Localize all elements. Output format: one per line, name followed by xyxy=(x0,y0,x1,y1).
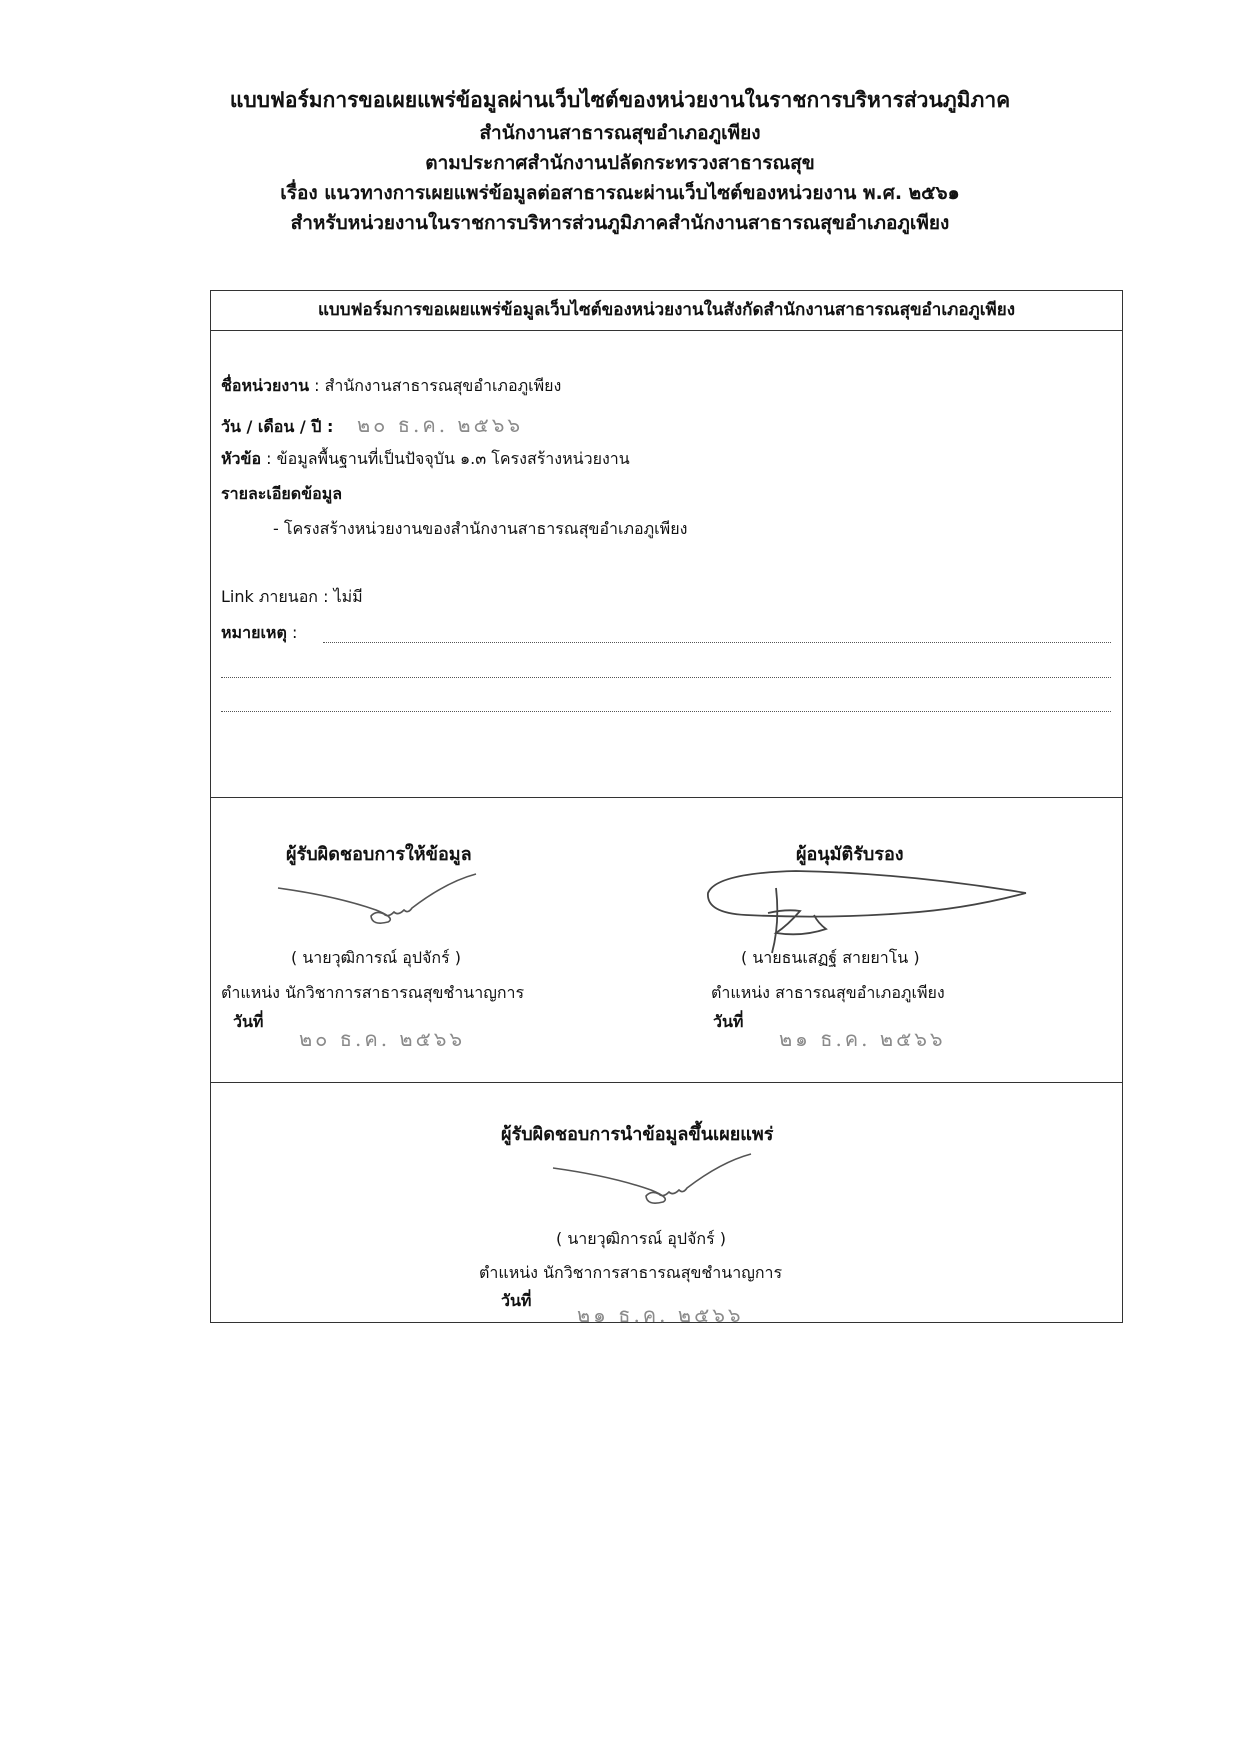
approver-date-label: วันที่ xyxy=(713,1012,744,1031)
approver-position: ตำแหน่ง สาธารณสุขอำเภอภูเพียง xyxy=(711,983,945,1002)
provider-heading: ผู้รับผิดชอบการให้ข้อมูล xyxy=(286,844,472,865)
topic-row xyxy=(221,447,630,472)
agency-row xyxy=(221,374,561,399)
signature-section xyxy=(211,798,1122,1083)
provider-name: ( นายวุฒิการณ์ อุปจักร์ ) xyxy=(291,948,462,967)
detail-label-row xyxy=(221,482,342,507)
date-row xyxy=(221,409,523,441)
provider-date-label: วันที่ xyxy=(233,1012,264,1031)
date-value: ๒๐ ธ.ค. ๒๕๖๖ xyxy=(357,413,524,437)
date-separator: : xyxy=(321,417,339,436)
publisher-date-value: ๒๑ ธ.ค. ๒๕๖๖ xyxy=(577,1303,744,1327)
request-form xyxy=(210,290,1123,1327)
approver-name: ( นายธนเสฏฐ์ สายยาโน ) xyxy=(741,948,920,967)
publisher-signature xyxy=(551,1148,761,1218)
remark-dotted-line-1 xyxy=(323,642,1111,643)
document-header xyxy=(0,82,1240,238)
link-row xyxy=(221,585,363,610)
provider-position: ตำแหน่ง นักวิชาการสาธารณสุขชำนาญการ xyxy=(221,983,525,1002)
detail-label: รายละเอียดข้อมูล xyxy=(221,484,343,503)
topic-label: หัวข้อ xyxy=(221,449,262,468)
approver-heading: ผู้อนุมัติรับรอง xyxy=(796,844,904,865)
publisher-section xyxy=(211,1083,1122,1327)
form-title: แบบฟอร์มการขอเผยแพร่ข้อมูลเว็บไซต์ของหน่วยงานในสังกัดสำนักงานสาธารณสุขอำเภอภูเพียง xyxy=(211,291,1122,331)
agency-label: ชื่อหน่วยงาน xyxy=(221,376,310,395)
remark-dotted-line-2 xyxy=(221,677,1111,678)
publisher-heading: ผู้รับผิดชอบการนำข้อมูลขึ้นเผยแพร่ xyxy=(501,1124,774,1145)
header-scope: สำหรับหน่วยงานในราชการบริหารส่วนภูมิภาคสำนักงานสาธารณสุขอำเภอภูเพียง xyxy=(290,212,950,234)
remark-label: หมายเหตุ xyxy=(221,623,287,642)
header-title: แบบฟอร์มการขอเผยแพร่ข้อมูลผ่านเว็บไซต์ของหน่วยงานในราชการบริหารส่วนภูมิภาค xyxy=(229,88,1011,112)
link-value: : ไม่มี xyxy=(318,587,363,606)
link-label: Link ภายนอก xyxy=(221,587,318,606)
header-subject: เรื่อง แนวทางการเผยแพร่ข้อมูลต่อสาธารณะผ่านเว็บไซต์ของหน่วยงาน พ.ศ. ๒๕๖๑ xyxy=(280,182,960,204)
publisher-date-label: วันที่ xyxy=(501,1291,532,1310)
provider-signature xyxy=(276,868,486,938)
detail-item: - โครงสร้างหน่วยงานของสำนักงานสาธารณสุขอำเภอภูเพียง xyxy=(273,519,688,538)
remark-row xyxy=(221,621,297,646)
header-announcement: ตามประกาศสำนักงานปลัดกระทรวงสาธารณสุข xyxy=(425,152,815,174)
agency-value: : สำนักงานสาธารณสุขอำเภอภูเพียง xyxy=(309,376,562,395)
header-agency: สำนักงานสาธารณสุขอำเภอภูเพียง xyxy=(479,122,761,144)
date-label: วัน / เดือน / ปี xyxy=(221,417,322,436)
approver-date-value: ๒๑ ธ.ค. ๒๕๖๖ xyxy=(779,1027,946,1051)
remark-separator: : xyxy=(286,623,298,642)
publisher-position: ตำแหน่ง นักวิชาการสาธารณสุขชำนาญการ xyxy=(479,1263,783,1282)
topic-value: : ข้อมูลพื้นฐานที่เป็นปัจจุบัน ๑.๓ โครงสร้างหน่วยงาน xyxy=(261,449,630,468)
provider-date-value: ๒๐ ธ.ค. ๒๕๖๖ xyxy=(299,1027,466,1051)
remark-dotted-line-3 xyxy=(221,711,1111,712)
publisher-name: ( นายวุฒิการณ์ อุปจักร์ ) xyxy=(556,1229,727,1248)
request-details-section xyxy=(211,331,1122,798)
